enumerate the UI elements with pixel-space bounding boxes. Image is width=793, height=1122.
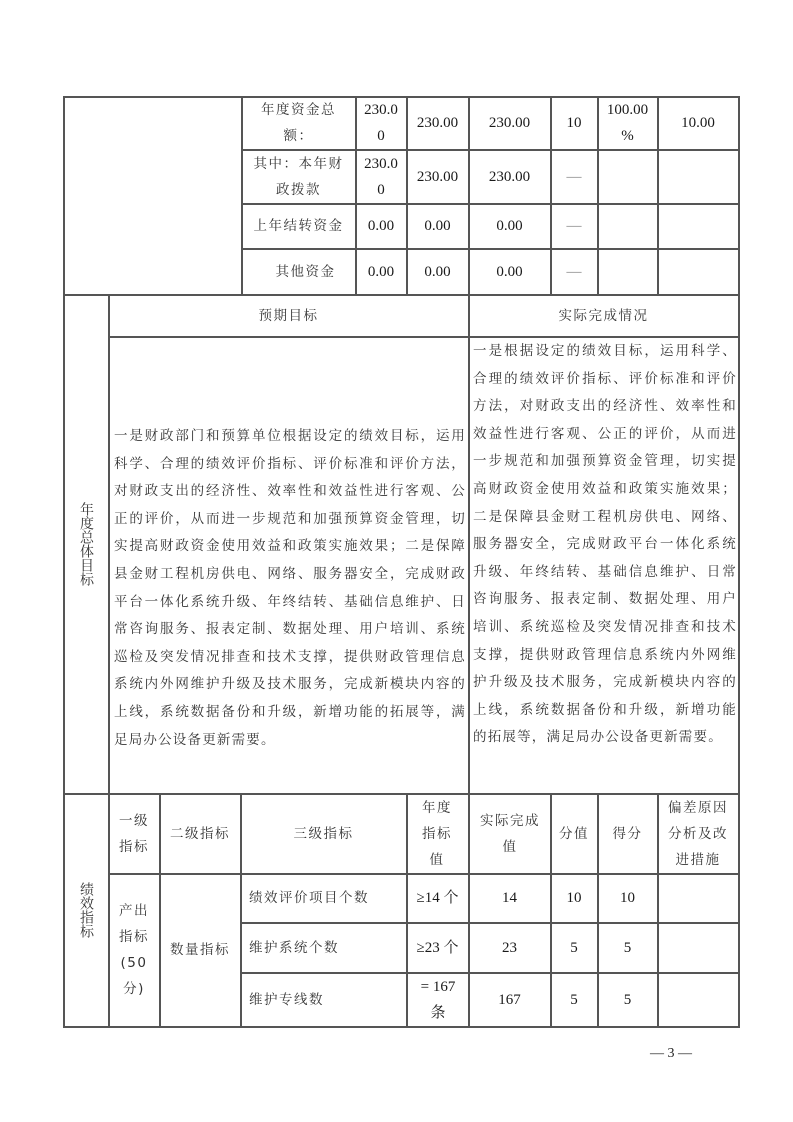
indicator-score: 10 [620,890,635,906]
indicator-deviation [658,874,738,922]
score-cell: 10.00 [681,115,715,131]
level1-value-cell: 产出指标(50分) [119,903,149,997]
executed-amount-cell: 0.00 [496,218,523,234]
header-score: 得分 [612,825,643,842]
indicator-target: = 167 条 [420,978,456,1021]
indicator-deviation [658,923,738,972]
budget-amount-line1: 230.0 [364,102,398,118]
col-divider [108,294,110,1027]
indicator-target: ≥23 个 [416,939,459,956]
indicator-actual: 14 [502,890,517,906]
actual-completion-header: 实际完成情况 [558,307,649,324]
execution-rate-cell [598,97,657,149]
rate-line1: 100.00 [606,102,649,118]
expected-goals-text: 一是财政部门和预算单位根据设定的绩效目标，运用科学、合理的绩效评价指标、评价标准和评价方法，对财政支出的经济性、效率性和效益性进行客观、公正的评价，从而进一步规范和加强预算资金管理，切实提高财政资金使用效益和政策实施效果；二是保障县金财工程机房供电、网络、服务器安全，完成财政平台一体化系统升级、年终结转、基础信息维护、日常咨询服务、报表定制、数据处理、用户培训、系统巡检及突发情况排查和技术支撑，提供财政管理信息系统内外网维护升级及技术服务，完成新模块内容的上线，系统数据备份和升级，新增功能的拓展等，满足局办公设备更新需要。 [114,428,466,748]
rate-line2: % [621,128,634,144]
indicator-weight: 5 [570,939,578,956]
indicator-name: 绩效评价项目个数 [249,890,369,906]
expected-goals-header: 预期目标 [258,307,319,324]
actual-completion-text: 一是根据设定的绩效目标，运用科学、合理的绩效评价指标、评价标准和评价方法，对财政支出的经济性、效率性和效益性进行客观、公正的评价，从而进一步规范和加强预算资金管理，切实提高财政资金使用效益和政策实施效果；二是保障县金财工程机房供电、网络、服务器安全，完成财政平台一体化系统升级、年终结转、基础信息维护、日常咨询服务、报表定制、数据处理、用户培训、系统巡检及突发情况排查和技术支撑，提供财政管理信息系统内外网维护升级及技术服务，完成新模块内容的上线，系统数据备份和升级，新增功能的拓展等，满足局办公设备更新需要。 [473,343,737,746]
level2-value-cell: 数量指标 [170,942,230,958]
header-weight: 分值 [559,825,589,842]
budget-label-cell [242,150,355,203]
annual-goals-section-label [64,295,108,793]
indicator-target: ≥14 个 [416,890,459,906]
budget-label-cell: 上年结转资金 [253,218,344,234]
header-level2: 二级指标 [170,825,230,842]
indicator-weight: 5 [570,991,578,1008]
executed-amount-cell: 230.00 [488,168,531,185]
header-level3: 三级指标 [293,825,354,842]
weight-cell: 10 [566,115,582,131]
indicator-score: 5 [623,939,632,956]
budget-label-line2: 政拨款 [276,181,321,198]
adjusted-amount-cell: 230.00 [416,115,459,131]
weight-cell: — [566,218,582,234]
header-target: 年度指标值 [422,799,452,868]
executed-amount-cell: 230.00 [488,115,531,131]
indicator-deviation [658,973,738,1026]
indicators-label-text: 绩效指标 [78,882,94,938]
budget-amount-line1: 230.0 [364,155,398,172]
adjusted-amount-cell: 0.00 [424,218,451,234]
indicator-weight: 10 [566,890,582,906]
budget-amount-cell: 0.00 [367,218,395,234]
indicator-name: 维护专线数 [249,991,324,1008]
budget-label-line1: 其中：本年财 [253,155,344,172]
indicator-actual: 167 [498,991,521,1008]
header-actual: 实际完成值 [480,812,540,855]
budget-label-cell: 其他资金 [275,263,336,280]
budget-amount-cell [356,150,406,203]
adjusted-amount-cell: 230.00 [416,168,459,185]
budget-amount-cell [356,97,406,149]
indicator-score: 5 [623,991,632,1008]
budget-amount-line2: 0 [377,181,385,198]
budget-label-line2: 额： [283,128,314,144]
budget-amount-cell: 0.00 [367,263,395,280]
adjusted-amount-cell: 0.00 [424,263,451,280]
annual-goals-label-text: 年度总体目标 [78,502,94,586]
indicator-name: 维护系统个数 [249,939,339,956]
weight-cell: — [566,168,582,185]
budget-label-line1: 年度资金总 [261,102,336,118]
weight-cell: — [566,263,582,280]
page-number: — 3 — [650,1046,692,1061]
header-level1: 一级指标 [119,812,149,855]
budget-label-cell [242,97,355,149]
executed-amount-cell: 0.00 [496,263,523,280]
indicators-section-label [64,794,108,1026]
table-border-right [738,96,740,1027]
indicator-actual: 23 [502,939,517,956]
header-deviation: 偏差原因分析及改进措施 [668,799,728,868]
col-divider [468,294,470,793]
table-border-bottom [63,1026,740,1028]
budget-amount-line2: 0 [377,128,385,144]
